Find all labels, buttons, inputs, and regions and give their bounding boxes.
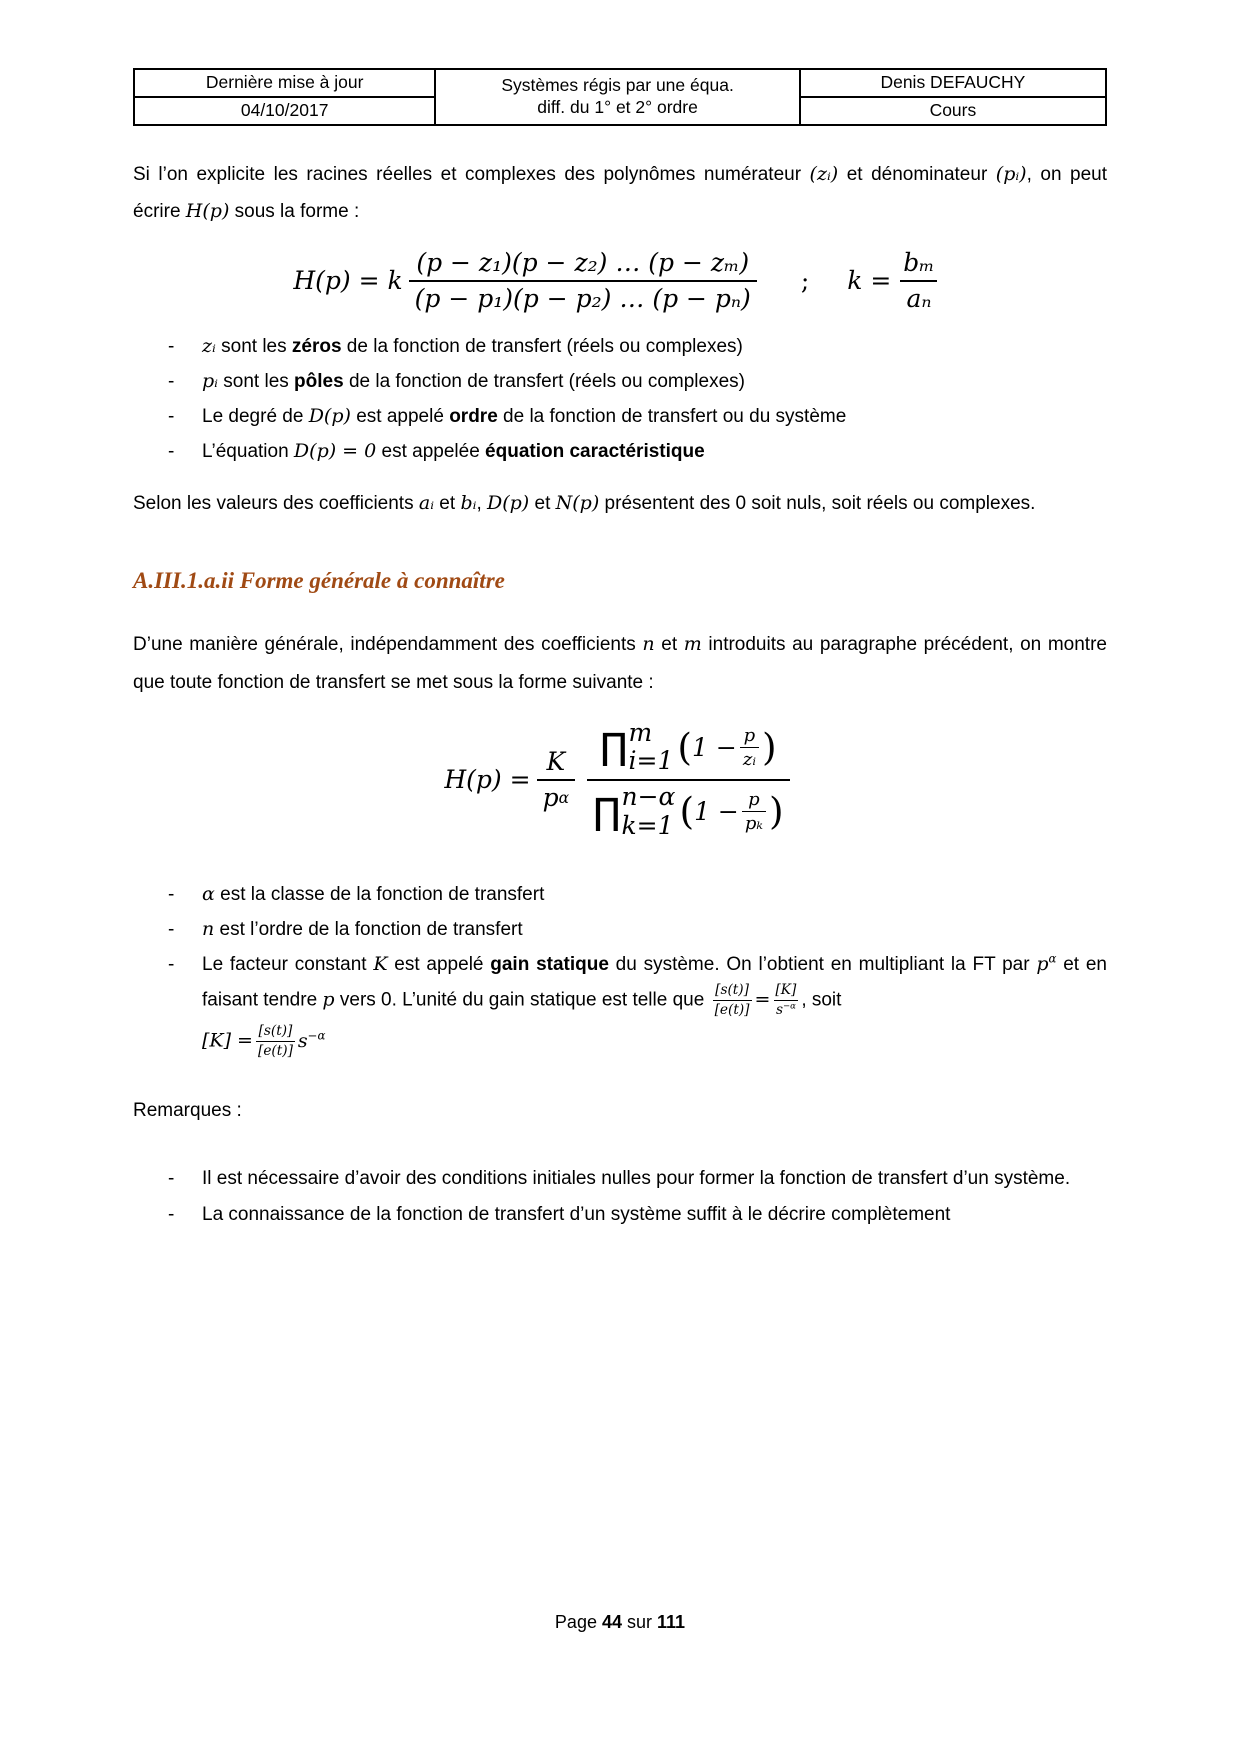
fraction-numerator: p <box>748 789 760 811</box>
inline-fraction <box>773 982 798 1019</box>
bullet-dash: - <box>168 883 175 905</box>
product-limits <box>629 719 674 777</box>
fraction-numerator: K <box>546 747 566 777</box>
text-segment: est la classe de la fonction de transfert <box>214 883 545 905</box>
text-segment: Le degré de <box>202 406 309 428</box>
header-doc-type: Cours <box>800 97 1106 125</box>
paren-open: ( <box>677 724 693 769</box>
fraction-numerator: (p − z₁)(p − z₂) … (p − zₘ) <box>416 247 750 277</box>
text-segment: et <box>434 493 461 515</box>
fraction <box>537 747 575 812</box>
list-item <box>168 912 1107 947</box>
math-pi: pᵢ <box>202 369 218 392</box>
math-K-equals: [K] = <box>202 1029 253 1052</box>
equals-sign: = <box>754 988 771 1011</box>
footer-text: Page <box>554 1612 602 1632</box>
list-item-gain-statique <box>168 947 1107 1061</box>
math-dp-zero: D(p) = 0 <box>293 440 377 463</box>
exponent-minus-alpha: −α <box>782 1000 796 1011</box>
header-update-label: Dernière mise à jour <box>134 69 435 97</box>
bullet-dash: - <box>168 406 175 428</box>
bold-term: pôles <box>294 370 344 392</box>
text-segment: Il est nécessaire d’avoir des conditions initiales nulles pour former la fonction de transfert d’un système. <box>202 1168 1071 1190</box>
math-K: K <box>373 952 388 975</box>
text-segment: L’équation <box>202 441 294 463</box>
text-segment: sont les <box>218 370 295 392</box>
limit-lower: k=1 <box>621 810 674 840</box>
footer-page-total: 111 <box>657 1612 686 1632</box>
header-table <box>133 68 1107 126</box>
fraction-numerator: p <box>743 724 756 746</box>
text-segment: , <box>476 493 487 515</box>
text-segment: sont les <box>215 335 292 357</box>
math-np: N(p) <box>555 492 600 515</box>
bullet-dash: - <box>168 918 175 940</box>
text-segment: et dénominateur <box>838 163 996 185</box>
limit-lower: i=1 <box>628 746 674 776</box>
text-segment: , on peut écrire <box>133 163 1108 222</box>
math-n: n <box>642 633 655 656</box>
math-dp: D(p) <box>487 492 530 515</box>
remarques-list <box>133 1161 1107 1231</box>
math-p: p <box>542 783 559 813</box>
list-item <box>168 1161 1107 1196</box>
fraction-numerator: [s(t)] <box>258 1023 293 1040</box>
inline-fraction <box>713 982 752 1019</box>
text-segment: introduits au paragraphe précédent, on montre que toute fonction de transfert se met sous la forme suivante : <box>133 634 1107 693</box>
footer-page-number: 44 <box>601 1612 622 1632</box>
text-segment: sous la forme : <box>229 200 360 222</box>
header-date: 04/10/2017 <box>134 97 435 125</box>
exponent-alpha: α <box>1048 951 1057 966</box>
bold-term: équation caractéristique <box>485 441 705 463</box>
math-zi: zᵢ <box>202 334 216 357</box>
text-segment: , soit <box>801 989 842 1011</box>
bullet-dash: - <box>168 1168 175 1190</box>
k-equals: k = <box>847 265 892 295</box>
list-item <box>168 329 1107 364</box>
remarques-label: Remarques : <box>133 1100 242 1122</box>
fraction <box>897 248 940 313</box>
bold-term: gain statique <box>490 953 609 975</box>
text-segment: et <box>654 634 684 656</box>
math-dp: D(p) <box>308 405 351 428</box>
product-limits <box>622 783 676 841</box>
math-one-minus: 1 − <box>692 732 737 762</box>
text-segment: de la fonction de transfert ou du système <box>497 406 847 428</box>
math-ai: aᵢ <box>418 492 435 515</box>
math-s-minus-alpha <box>298 1030 326 1052</box>
bullet-dash: - <box>168 335 175 357</box>
section-heading: A.III.1.a.ii Forme générale à connaître <box>133 568 505 594</box>
list-item <box>168 364 1107 399</box>
fraction-denominator: [e(t)] <box>257 1043 293 1060</box>
header-title-line1: Systèmes régis par une équa. <box>501 75 734 95</box>
text-segment: est l’ordre de la fonction de transfert <box>214 918 523 940</box>
text-segment: D’une manière générale, indépendamment des coefficients <box>133 634 643 656</box>
math-m: m <box>683 633 702 656</box>
fraction-numerator: [s(t)] <box>715 981 749 998</box>
product-operator: ∏ <box>593 789 621 833</box>
math-s: s <box>297 1029 308 1052</box>
math-pi: (pᵢ) <box>995 162 1027 185</box>
math-bi: bᵢ <box>460 492 477 515</box>
definitions-list <box>133 329 1107 470</box>
text-segment: vers 0. L’unité du gain statique est telle que <box>334 989 710 1011</box>
fraction-denominator: zᵢ <box>740 747 759 770</box>
fraction-numerator <box>594 719 783 780</box>
selon-paragraph <box>133 485 1107 522</box>
page-footer <box>0 1612 1240 1633</box>
bold-term: zéros <box>291 335 342 357</box>
product-operator: ∏ <box>600 725 628 769</box>
math-s: s <box>775 1002 783 1019</box>
math-alpha: α <box>202 882 215 905</box>
text-segment: Selon les valeurs des coefficients <box>133 493 419 515</box>
header-document-title <box>435 69 800 125</box>
text-segment: est appelée <box>376 441 486 463</box>
fraction-denominator: pₖ <box>742 811 766 834</box>
math-p: p <box>1036 952 1049 975</box>
math-p: p <box>322 988 335 1011</box>
header-title-line2: diff. du 1° et 2° ordre <box>537 96 698 117</box>
fraction-denominator: [e(t)] <box>714 1002 750 1019</box>
limit-upper: n−α <box>621 782 676 812</box>
limit-upper: m <box>628 717 653 747</box>
big-fraction <box>587 719 790 841</box>
text-segment: est appelé <box>350 406 450 428</box>
formula-lhs: H(p) = k <box>293 265 403 295</box>
generale-paragraph <box>133 626 1107 700</box>
paren-close: ) <box>768 789 784 834</box>
text-segment: est appelé <box>387 953 491 975</box>
text-segment: La connaissance de la fonction de transfert d’un système suffit à le décrire complètement <box>202 1203 951 1225</box>
list-item <box>168 877 1107 912</box>
math-n: n <box>202 917 215 940</box>
formula-hp-general <box>133 719 1107 841</box>
text-segment: et en faisant tendre <box>202 953 1107 1011</box>
text-segment: Le facteur constant <box>202 953 374 975</box>
math-one-minus: 1 − <box>694 797 739 827</box>
paren-open: ( <box>679 789 695 834</box>
inner-fraction <box>740 725 759 770</box>
properties-list <box>133 877 1107 1061</box>
formula-hp-zeros-poles <box>133 248 1107 313</box>
fraction-numerator: [K] <box>775 981 797 998</box>
bullet-dash: - <box>168 1203 175 1225</box>
bullet-dash: - <box>168 370 175 392</box>
math-zi: (zᵢ) <box>809 162 839 185</box>
bullet-dash: - <box>168 441 175 463</box>
inline-fraction <box>256 1023 295 1060</box>
exponent-minus-alpha: −α <box>307 1028 326 1043</box>
list-item <box>168 434 1107 469</box>
list-item <box>168 399 1107 434</box>
fraction-denominator: p α <box>537 779 575 812</box>
bold-term: ordre <box>449 406 498 428</box>
footer-text: sur <box>622 1612 658 1632</box>
paren-close: ) <box>761 724 777 769</box>
inner-fraction <box>742 789 766 834</box>
formula-separator: ; <box>800 265 810 295</box>
formula-lhs: H(p) = <box>444 765 531 795</box>
gain-unit-equation <box>202 1023 1107 1060</box>
text-segment: Si l’on explicite les racines réelles et complexes des polynômes numérateur <box>133 163 810 185</box>
fraction-denominator: (p − p₁)(p − p₂) … (p − pₙ) <box>409 280 757 313</box>
fraction-numerator: bₘ <box>903 247 935 277</box>
fraction-denominator <box>774 1000 798 1019</box>
text-segment: et <box>529 493 556 515</box>
text-segment: présentent des 0 soit nuls, soit réels ou complexes. <box>599 493 1036 515</box>
list-item <box>168 1197 1107 1232</box>
fraction <box>409 248 757 313</box>
fraction-denominator: aₙ <box>900 280 937 313</box>
text-segment: de la fonction de transfert (réels ou complexes) <box>341 335 743 357</box>
text-segment: de la fonction de transfert (réels ou complexes) <box>343 370 745 392</box>
math-hp: H(p) <box>185 199 230 222</box>
text-segment: du système. On l’obtient en multipliant la FT par <box>608 953 1037 975</box>
math-p-alpha <box>1036 953 1056 975</box>
header-author: Denis DEFAUCHY <box>800 69 1106 97</box>
bullet-dash: - <box>168 953 175 975</box>
intro-paragraph <box>133 156 1107 230</box>
fraction-denominator <box>587 779 790 841</box>
